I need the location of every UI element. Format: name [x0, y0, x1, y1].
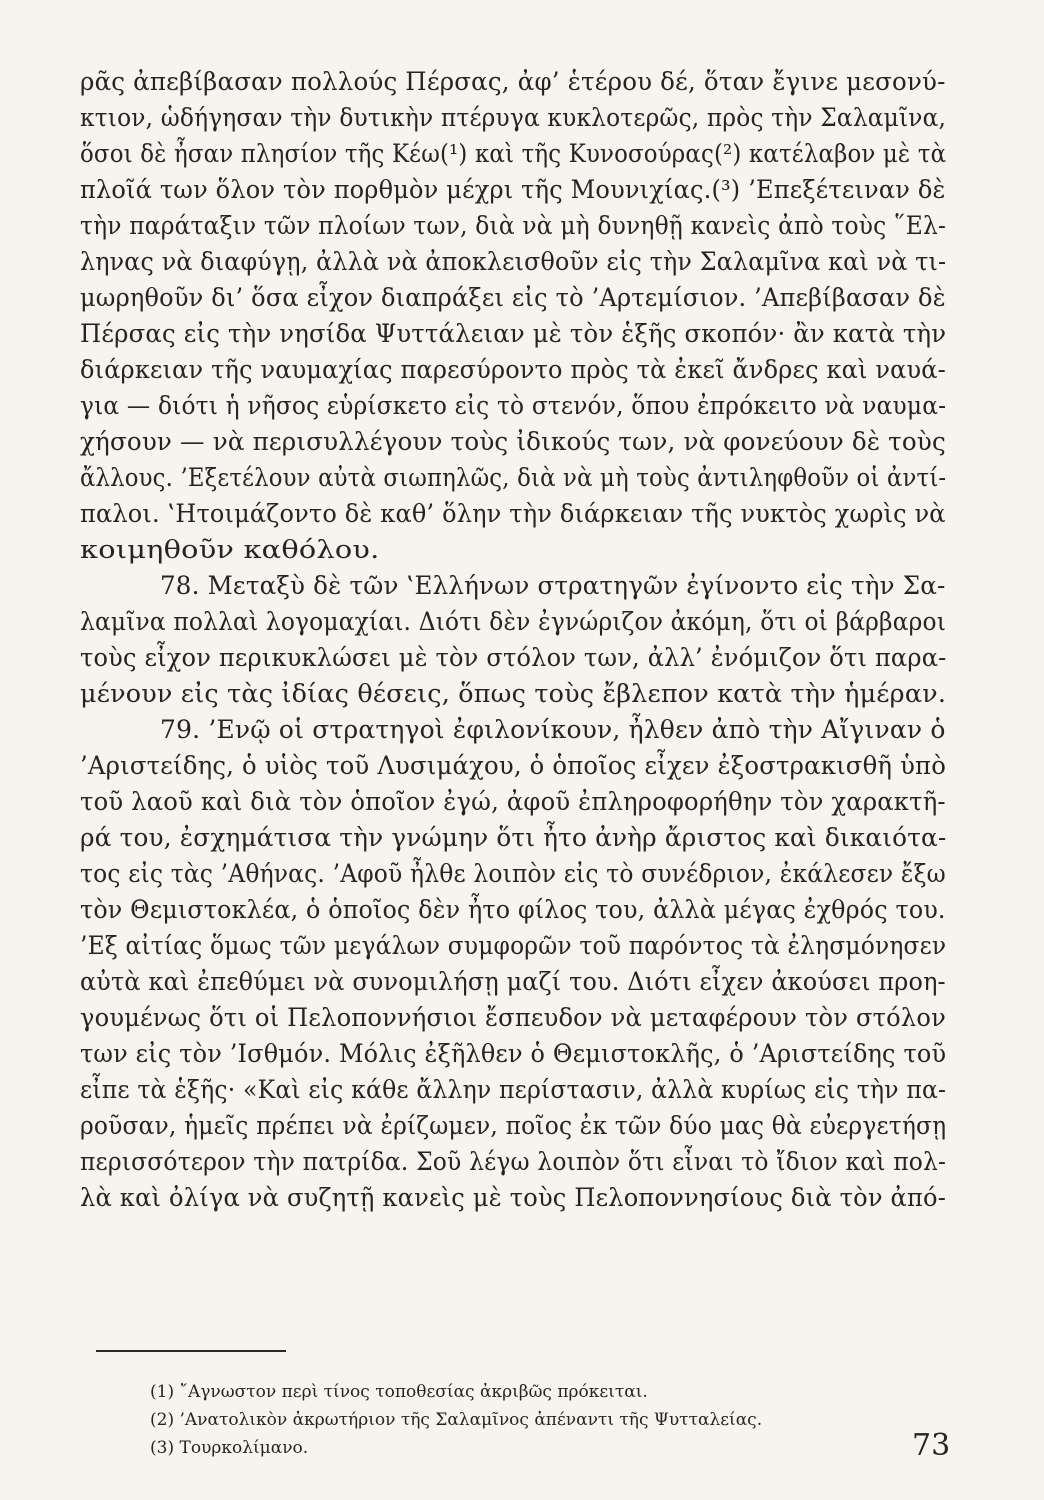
text-line: τοὺς εἶχον περικυκλώσει μὲ τὸν στόλον των, ἀλλ’ ἐνόμιζον ὅτι παρα- — [80, 643, 947, 672]
text-line: κοιμηθοῦν καθόλου. — [80, 535, 380, 564]
text-line: ’Αριστείδης, ὁ υἱὸς τοῦ Λυσιμάχου, ὁ ὁποῖος εἶχεν ἐξοστρακισθῆ ὑπὸ — [80, 751, 947, 780]
text-line: για — διότι ἡ νῆσος εὑρίσκετο εἰς τὸ στενόν, ὅπου ἐπρόκειτο νὰ ναυμα- — [80, 391, 947, 420]
text-line: περισσότερον τὴν πατρίδα. Σοῦ λέγω λοιπὸν ὅτι εἶναι τὸ ἴδιον καὶ πολ- — [80, 1147, 947, 1176]
footnote-3: (3) Τουρκολίμανο. — [150, 1438, 309, 1458]
text-line: Πέρσας εἰς τὴν νησίδα Ψυττάλειαν μὲ τὸν ἑξῆς σκοπόν· ἂν κατὰ τὴν — [80, 319, 947, 348]
text-line: πλοῖά των ὅλον τὸν πορθμὸν μέχρι τῆς Μουνιχίας.(³) ’Επεξέτειναν δὲ — [80, 175, 946, 204]
page-number: 73 — [912, 1428, 951, 1463]
text-line: τος εἰς τὰς ’Αθήνας. ’Αφοῦ ἦλθε λοιπὸν εἰς τὸ συνέδριον, ἐκάλεσεν ἔξω — [80, 859, 946, 888]
text-line: ληνας νὰ διαφύγῃ, ἀλλὰ νὰ ἀποκλεισθοῦν εἰς τὴν Σαλαμῖνα καὶ νὰ τι- — [80, 247, 947, 276]
text-line: λαμῖνα πολλαὶ λογομαχίαι. Διότι δὲν ἐγνώριζον ἀκόμη, ὅτι οἱ βάρβαροι — [80, 607, 947, 636]
footnote-2: (2) ’Ανατολικὸν ἀκρωτήριον τῆς Σαλαμῖνος ἀπέναντι τῆς Ψυτταλείας. — [150, 1410, 763, 1430]
text-line: διάρκειαν τῆς ναυμαχίας παρεσύροντο πρὸς τὰ ἐκεῖ ἄνδρες καὶ ναυά- — [80, 355, 946, 384]
text-line: γουμένως ὅτι οἱ Πελοποννήσιοι ἔσπευδον νὰ μεταφέρουν τὸν στόλον — [80, 1003, 946, 1032]
text-line: ρᾶς ἀπεβίβασαν πολλούς Πέρσας, ἀφ’ ἑτέρου δέ, ὅταν ἔγινε μεσονύ- — [80, 67, 946, 96]
text-line: ’Εξ αἰτίας ὅμως τῶν μεγάλων συμφορῶν τοῦ παρόντος τὰ ἐλησμόνησεν — [80, 931, 947, 960]
text-line: χήσουν — νὰ περισυλλέγουν τοὺς ἰδικούς των, νὰ φονεύουν δὲ τοὺς — [80, 427, 946, 456]
text-line: τὸν Θεμιστοκλέα, ὁ ὁποῖος δὲν ἦτο φίλος του, ἀλλὰ μέγας ἐχθρός του. — [80, 895, 946, 924]
paragraph-start-78: 78. Μεταξὺ δὲ τῶν ‛Ελλήνων στρατηγῶν ἐγίνοντο εἰς τὴν Σα- — [160, 571, 946, 600]
footnote-divider — [96, 1350, 286, 1352]
text-line: ὅσοι δὲ ἦσαν πλησίον τῆς Κέω(¹) καὶ τῆς Κυνοσούρας(²) κατέλαβον μὲ τὰ — [80, 139, 947, 168]
text-line: τοῦ λαοῦ καὶ διὰ τὸν ὁποῖον ἐγώ, ἀφοῦ ἐπληροφορήθην τὸν χαρακτῆ- — [80, 787, 946, 816]
text-line: των εἰς τὸν ’Ισθμόν. Μόλις ἐξῆλθεν ὁ Θεμιστοκλῆς, ὁ ’Αριστείδης τοῦ — [80, 1039, 947, 1068]
text-line: μένουν εἰς τὰς ἰδίας θέσεις, ὅπως τοὺς ἔβλεπον κατὰ τὴν ἡμέραν. — [80, 679, 947, 708]
text-line: εἶπε τὰ ἑξῆς· «Καὶ εἰς κάθε ἄλλην περίστασιν, ἀλλὰ κυρίως εἰς τὴν πα- — [80, 1075, 947, 1104]
text-line: λὰ καὶ ὀλίγα νὰ συζητῇ κανεὶς μὲ τοὺς Πελοποννησίους διὰ τὸν ἀπό- — [80, 1183, 947, 1212]
text-line: ρά του, ἐσχημάτισα τὴν γνώμην ὅτι ἦτο ἀνὴρ ἄριστος καὶ δικαιότα- — [80, 823, 947, 852]
text-line: ἄλλους. ’Εξετέλουν αὐτὰ σιωπηλῶς, διὰ νὰ μὴ τοὺς ἀντιληφθοῦν οἱ ἀντί- — [80, 463, 947, 492]
text-line: αὐτὰ καὶ ἐπεθύμει νὰ συνομιλήσῃ μαζί του. Διότι εἶχεν ἀκούσει προη- — [80, 967, 946, 996]
text-line: ροῦσαν, ἡμεῖς πρέπει νὰ ἐρίζωμεν, ποῖος ἐκ τῶν δύο μας θὰ εὐεργετήσῃ — [80, 1111, 947, 1140]
text-line: μωρηθοῦν δι’ ὅσα εἶχον διαπράξει εἰς τὸ ’Αρτεμίσιον. ’Απεβίβασαν δὲ — [80, 283, 946, 312]
text-line: τὴν παράταξιν τῶν πλοίων των, διὰ νὰ μὴ δυνηθῇ κανεὶς ἀπὸ τοὺς ῞Ελ- — [80, 211, 947, 240]
paragraph-start-79: 79. ’Ενῷ οἱ στρατηγοὶ ἐφιλονίκουν, ἦλθεν ἀπὸ τὴν Αἴγιναν ὁ — [160, 715, 946, 744]
text-line: κτιον, ὡδήγησαν τὴν δυτικὴν πτέρυγα κυκλοτερῶς, πρὸς τὴν Σαλαμῖνα, — [80, 103, 947, 132]
footnote-1: (1) ῎Αγνωστον περὶ τίνος τοποθεσίας ἀκριβῶς πρόκειται. — [150, 1382, 648, 1402]
text-line: παλοι. ‛Ητοιμάζοντο δὲ καθ’ ὅλην τὴν διάρκειαν τῆς νυκτὸς χωρὶς νὰ — [80, 499, 946, 528]
